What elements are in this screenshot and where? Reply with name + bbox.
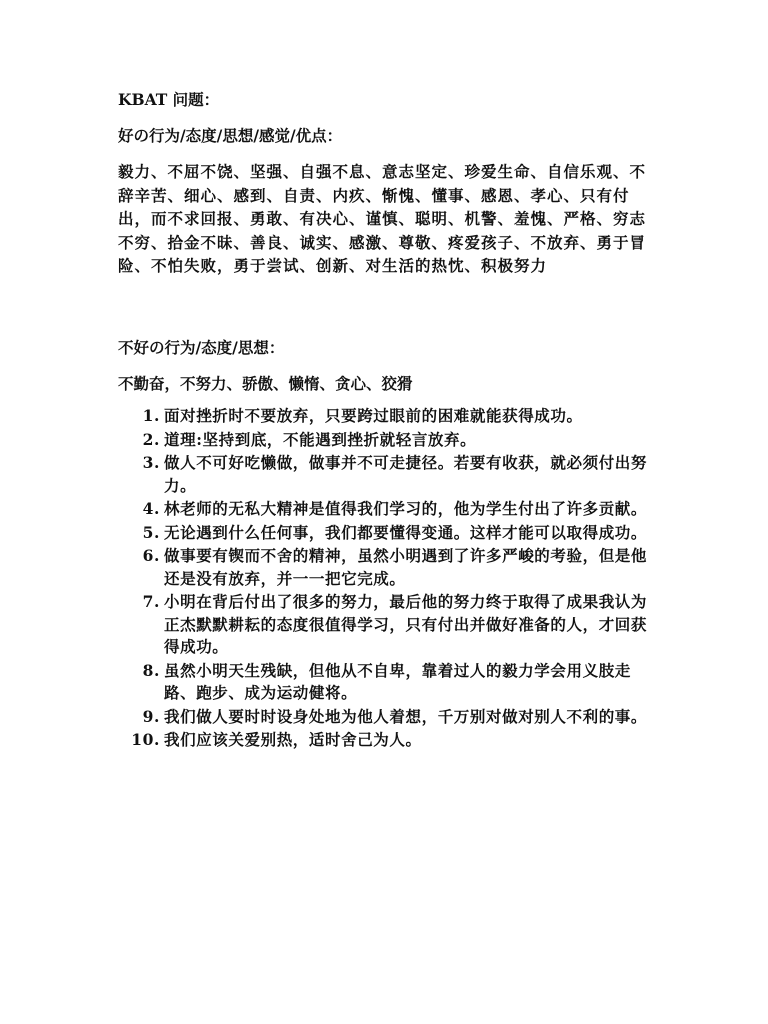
list-item-number: 6.: [142, 546, 160, 565]
list-item-text: 无论遇到什么任何事，我们都要懂得变通。这样才能可以取得成功。: [164, 522, 648, 542]
list-item-text: 林老师的无私大精神是值得我们学习的，他为学生付出了许多贡献。: [164, 499, 648, 518]
bad-behaviour-heading: 不好の行为/态度/思想：: [118, 338, 285, 357]
list-item-text: 小明在背后付出了很多的努力，最后他的努力终于取得了成果我认为正杰默默耕耘的态度很值得学习，只有付出并做好准备的人，才回获得成功。: [164, 592, 648, 656]
list-item-number: 1.: [142, 406, 160, 425]
list-item-text: 我们应该关爱别热，适时舍己为人。: [164, 730, 422, 749]
list-item-text: 做事要有锲而不舍的精神，虽然小明遇到了许多严峻的考验，但是他还是没有放弃，并一一把它完成。: [164, 546, 648, 588]
list-item-text: 道理:坚持到底，不能遇到挫折就轻言放弃。: [164, 429, 477, 449]
list-item: [118, 429, 658, 452]
list-item-text: 虽然小明天生残缺，但他从不自卑，靠着过人的毅力学会用义肢走路、跑步、成为运动健将。: [164, 660, 631, 702]
list-item-text: 面对挫折时不要放弃，只要跨过眼前的困难就能获得成功。: [164, 406, 583, 425]
list-item-number: 10.: [131, 730, 160, 749]
list-item-number: 2.: [142, 429, 160, 449]
list-item: [118, 591, 658, 659]
good-behaviour-list: 毅力、不屈不饶、坚强、自强不息、意志坚定、珍爱生命、自信乐观、不辞辛苦、细心、感到、自责、内疚、惭愧、懂事、感恩、孝心、只有付出，而不求回报、勇敢、有决心、谨慎、聪明、机警、羞愧、严格、穷志不穷、拾金不昧、善良、诚实、感激、尊敬、疼爱孩子、不放弃、勇于冒险、不怕失败，勇于尝试、创新、对生活的热忱、积极努力: [118, 162, 647, 275]
kbat-title: KBAT 问题：: [118, 90, 220, 109]
list-item: [118, 706, 658, 729]
list-item: [118, 660, 658, 705]
list-item: [118, 522, 658, 545]
list-item: [118, 498, 658, 521]
list-item-number: 9.: [142, 706, 160, 726]
list-item: [118, 452, 658, 497]
list-item-number: 8.: [142, 660, 160, 680]
list-item-number: 7.: [142, 592, 160, 611]
list-item: [118, 545, 658, 590]
list-item-text: 我们做人要时时设身处地为他人着想，千万别对做对别人不利的事。: [164, 706, 648, 726]
good-behaviour-heading: 好の行为/态度/思想/感觉/优点：: [118, 126, 343, 145]
list-item-text: 做人不可好吃懒做，做事并不可走捷径。若要有收获，就必须付出努力。: [164, 453, 648, 495]
list-item-number: 4.: [142, 499, 160, 518]
bad-behaviour-list: 不勤奋，不努力、骄傲、懒惰、贪心、狡猾: [118, 374, 413, 393]
list-item-number: 5.: [142, 522, 160, 542]
list-item: [118, 405, 658, 428]
list-item-number: 3.: [142, 453, 160, 472]
lesson-points-list: [118, 405, 658, 753]
list-item: [118, 729, 658, 752]
